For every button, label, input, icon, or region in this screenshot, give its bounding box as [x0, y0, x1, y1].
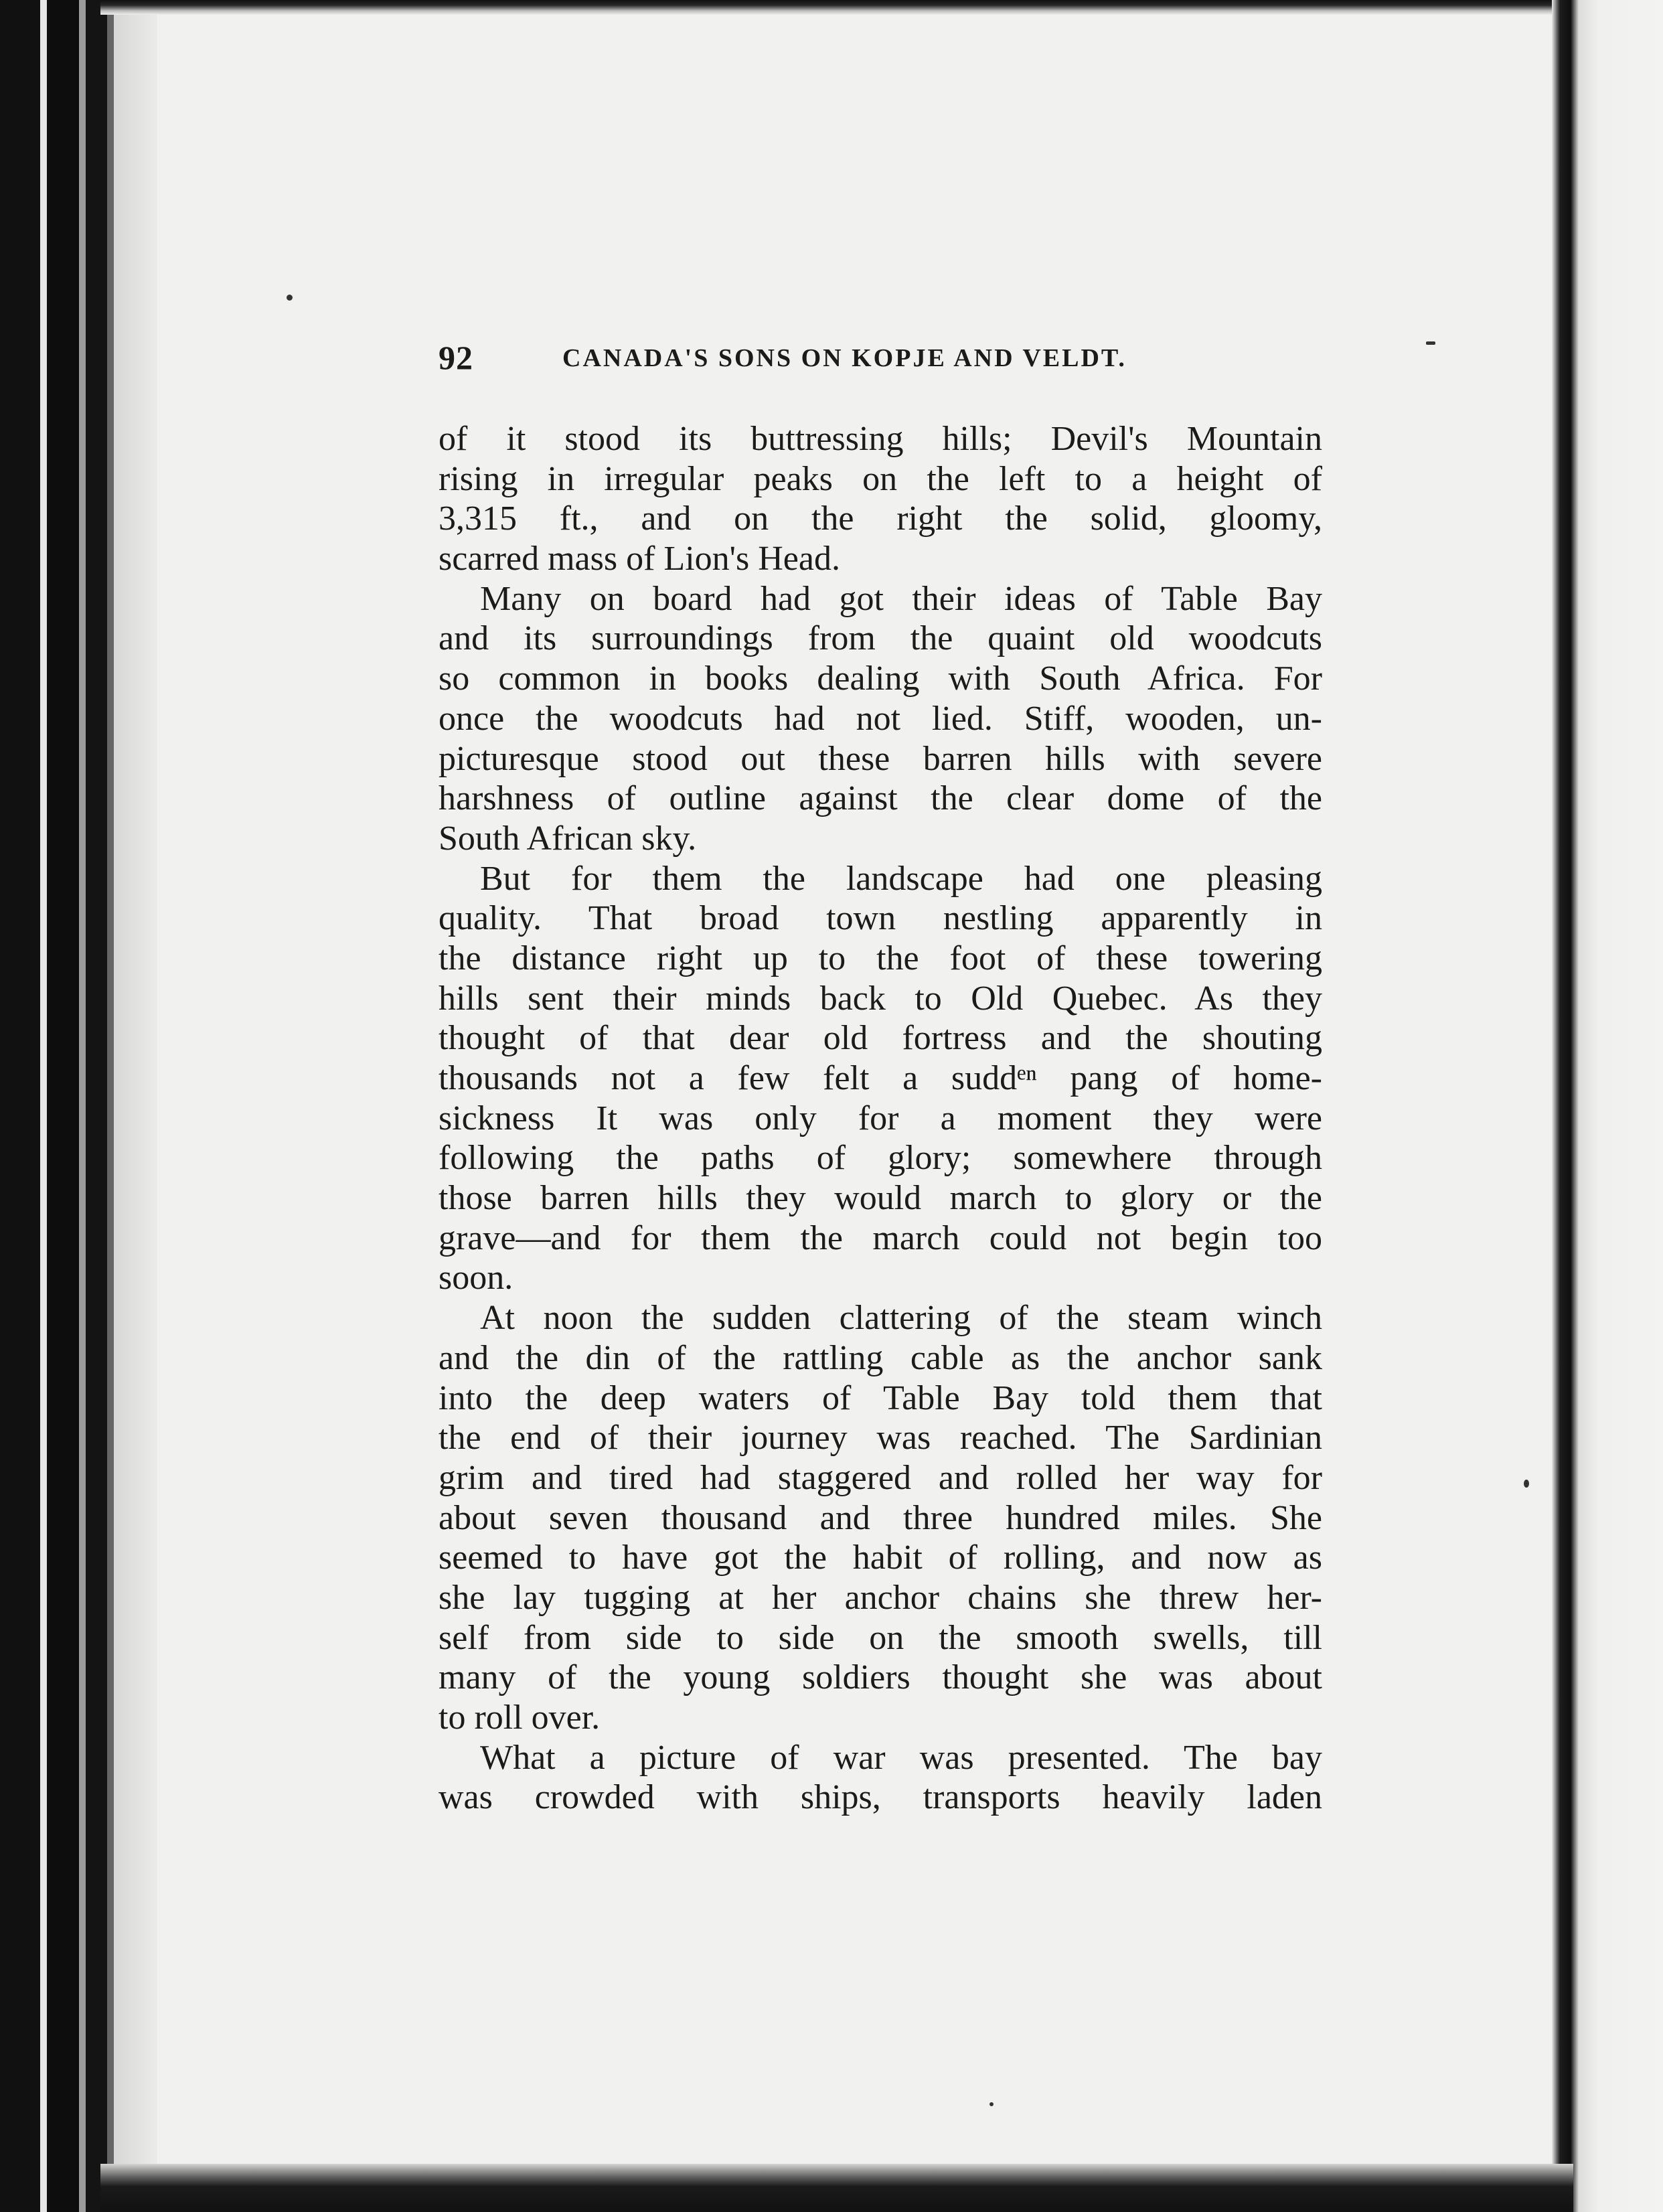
text-line: once the woodcuts had not lied. Stiff, wooden, un- — [439, 699, 1322, 738]
paragraph-start-line: Many on board had got their ideas of Table Bay — [480, 579, 1322, 618]
text-line: of it stood its buttressing hills; Devil's Mountain — [439, 420, 1322, 458]
paragraph-start-line: What a picture of war was presented. The bay — [480, 1738, 1322, 1777]
text-line: hills sent their minds back to Old Quebec. As they — [439, 979, 1322, 1018]
text-line: 3,315 ft., and on the right the solid, gloomy, — [439, 499, 1322, 538]
text-line: South African sky. — [439, 819, 697, 858]
page-bottom-edge — [100, 2164, 1573, 2212]
text-line: thousands not a few felt a suddᵉⁿ pang of home- — [439, 1059, 1322, 1097]
scan-speck — [1426, 341, 1435, 345]
text-line: scarred mass of Lion's Head. — [439, 540, 840, 578]
scan-speck — [1524, 1480, 1529, 1488]
page-number: 92 — [439, 339, 473, 376]
text-line: many of the young soldiers thought she was about — [439, 1658, 1322, 1697]
text-line: rising in irregular peaks on the left to a height of — [439, 459, 1322, 498]
text-line: grave—and for them the march could not begin too — [439, 1218, 1322, 1257]
page-header — [439, 338, 1322, 385]
text-line: she lay tugging at her anchor chains she threw her- — [439, 1578, 1322, 1617]
text-line: picturesque stood out these barren hills with severe — [439, 739, 1322, 778]
scan-speck — [287, 295, 293, 301]
paragraph-start-line: But for them the landscape had one pleasing — [480, 859, 1322, 898]
text-line: so common in books dealing with South Africa. For — [439, 659, 1322, 698]
text-line: quality. That broad town nestling apparently in — [439, 899, 1322, 938]
text-line: and its surroundings from the quaint old woodcuts — [439, 619, 1322, 658]
text-line: harshness of outline against the clear dome of the — [439, 779, 1322, 818]
text-line: soon. — [439, 1259, 513, 1297]
text-line: and the din of the rattling cable as the anchor sank — [439, 1338, 1322, 1377]
body-text — [439, 419, 1322, 1818]
text-line: was crowded with ships, transports heavily laden — [439, 1778, 1322, 1817]
scan-speck — [989, 2102, 994, 2106]
running-head: CANADA'S SONS ON KOPJE AND VELDT. — [562, 344, 1127, 372]
text-line: the distance right up to the foot of these towering — [439, 939, 1322, 977]
text-line: thought of that dear old fortress and the shouting — [439, 1019, 1322, 1058]
text-line: grim and tired had staggered and rolled her way for — [439, 1458, 1322, 1497]
text-line: to roll over. — [439, 1698, 601, 1737]
text-line: into the deep waters of Table Bay told them that — [439, 1378, 1322, 1417]
book-binding-edge — [0, 0, 157, 2212]
text-line: the end of their journey was reached. The Sardinian — [439, 1419, 1322, 1457]
text-line: about seven thousand and three hundred miles. She — [439, 1498, 1322, 1537]
text-line: following the paths of glory; somewhere through — [439, 1139, 1322, 1178]
text-line: those barren hills they would march to glory or the — [439, 1179, 1322, 1218]
page-right-edge — [1552, 0, 1663, 2212]
text-line: sickness It was only for a moment they were — [439, 1099, 1322, 1137]
page-top-edge — [100, 0, 1560, 15]
text-line: self from side to side on the smooth swells, till — [439, 1618, 1322, 1657]
text-line: seemed to have got the habit of rolling, and now as — [439, 1538, 1322, 1577]
paragraph-start-line: At noon the sudden clattering of the steam winch — [480, 1299, 1322, 1338]
